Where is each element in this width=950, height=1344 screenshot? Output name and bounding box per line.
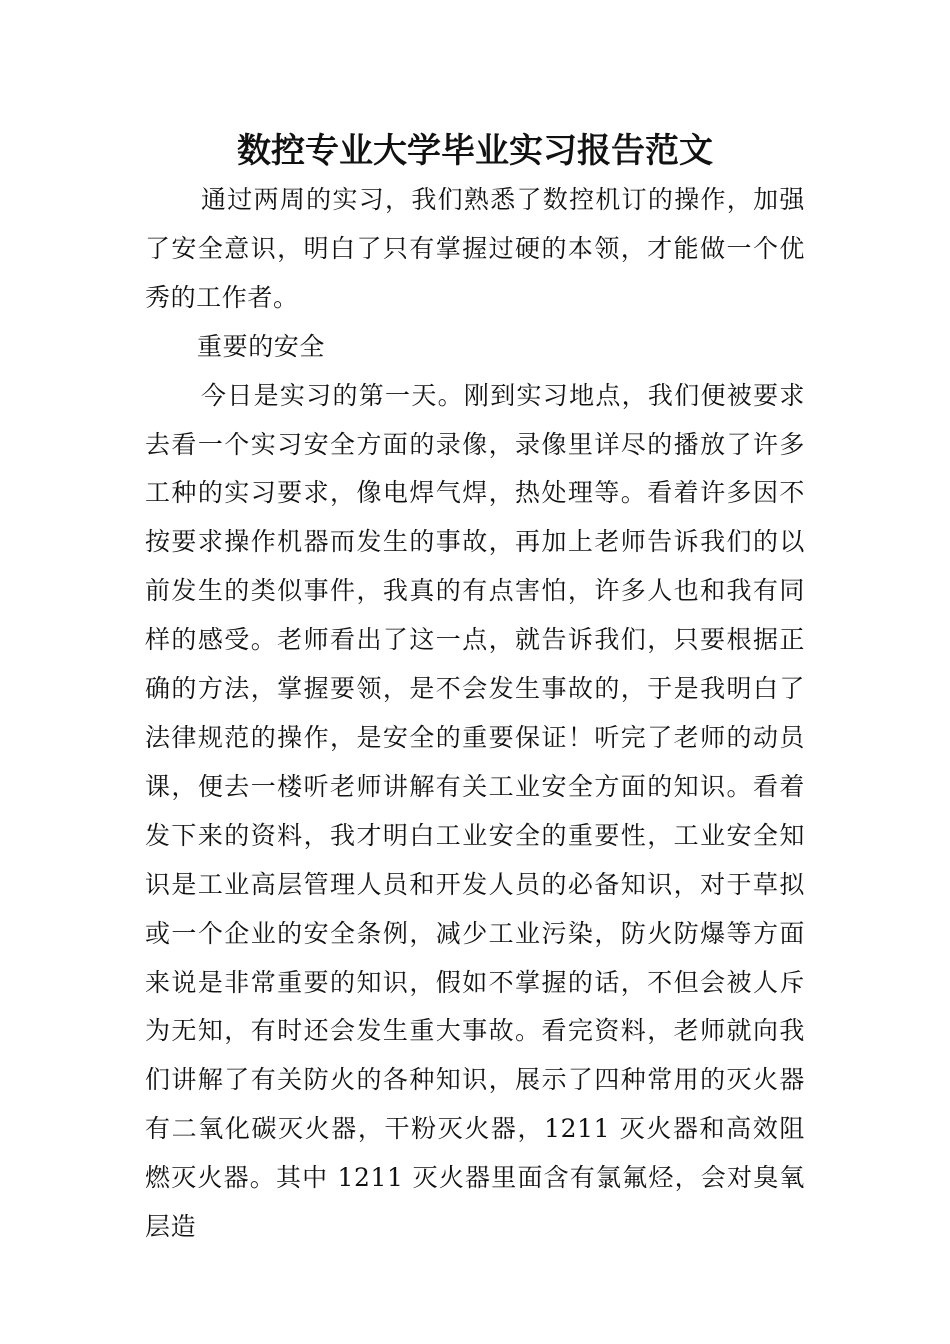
document-body: [145, 176, 805, 1252]
paragraph-intro: 通过两周的实习，我们熟悉了数控机订的操作，加强了安全意识，明白了只有掌握过硬的本领，才能做一个优秀的工作者。: [145, 185, 805, 312]
document-title: 数控专业大学毕业实习报告范文: [237, 131, 713, 171]
paragraph-main: 今日是实习的第一天。刚到实习地点，我们便被要求去看一个实习安全方面的录像，录像里详尽的播放了许多工种的实习要求，像电焊气焊，热处理等。看着许多因不按要求操作机器而发生的事故，再加上老师告诉我们的以前发生的类似事件，我真的有点害怕，许多人也和我有同样的感受。老师看出了这一点，就告诉我们，只要根据正确的方法，掌握要领，是不会发生事故的，于是我明白了法律规范的操作，是安全的重要保证！听完了老师的动员课，便去一楼听老师讲解有关工业安全方面的知识。看着发下来的资料，我才明白工业安全的重要性，工业安全知识是工业高层管理人员和开发人员的必备知识，对于草拟或一个企业的安全条例，减少工业污染，防火防爆等方面来说是非常重要的知识，假如不掌握的话，不但会被人斥为无知，有时还会发生重大事故。看完资料，老师就向我们讲解了有关防火的各种知识，展示了四种常用的灭火器有二氧化碳灭火器，干粉灭火器，1211 灭火器和高效阻燃灭火器。其中 1211 灭火器里面含有氯氟烃，会对臭氧层造: [145, 380, 805, 1242]
section-heading: 重要的安全: [197, 331, 326, 361]
